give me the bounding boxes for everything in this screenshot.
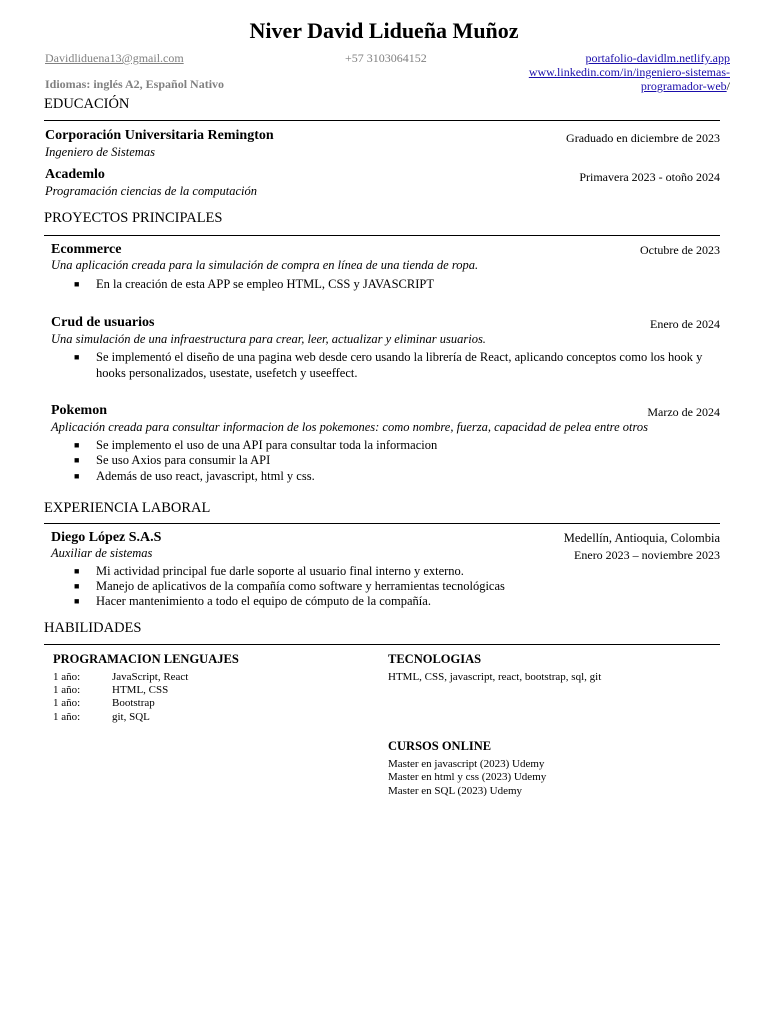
skills-tech-list: HTML, CSS, javascript, react, bootstrap, sql, git: [388, 671, 602, 683]
skills-tech-heading: TECNOLOGIAS: [388, 652, 482, 666]
project-description: Una simulación de una infraestructura para crear, leer, actualizar y eliminar usuarios.: [51, 332, 486, 346]
skill-name: Bootstrap: [112, 697, 155, 709]
project-date: Octubre de 2023: [640, 243, 720, 257]
education-date: Graduado en diciembre de 2023: [566, 131, 720, 145]
project-title: Crud de usuarios: [51, 315, 155, 330]
job-bullet: [74, 563, 716, 579]
education-institution: Corporación Universitaria Remington: [45, 128, 274, 143]
bullet-text: Mi actividad principal fue darle soporte al usuario final interno y externo.: [96, 564, 464, 578]
project-description: Una aplicación creada para la simulación de compra en línea de una tienda de ropa.: [51, 258, 479, 272]
bullet-text: Manejo de aplicativos de la compañía como software y herramientas tecnológicas: [96, 579, 505, 593]
courses-heading: CURSOS ONLINE: [388, 739, 492, 753]
course-item: Master en SQL (2023) Udemy: [388, 785, 523, 797]
project-bullet: [74, 452, 716, 468]
divider: [44, 644, 720, 645]
project-bullet: [74, 437, 716, 453]
candidate-name: Niver David Lidueña Muñoz: [249, 18, 519, 43]
bullet-text: En la creación de esta APP se empleo HTML, CSS y JAVASCRIPT: [96, 277, 434, 291]
education-degree: Programación ciencias de la computación: [45, 184, 257, 198]
education-institution: Academlo: [45, 167, 105, 182]
skill-name: JavaScript, React: [112, 671, 189, 683]
job-company: Diego López S.A.S: [51, 530, 162, 545]
job-date: Enero 2023 – noviembre 2023: [574, 548, 720, 562]
bullet-icon: ■: [74, 440, 80, 450]
languages-spoken: Idiomas: inglés A2, Español Nativo: [45, 77, 225, 91]
divider: [44, 120, 720, 121]
section-heading-projects: PROYECTOS PRINCIPALES: [44, 210, 223, 226]
email-link[interactable]: Davidliduena13@gmail.com: [45, 51, 184, 65]
course-item: Master en html y css (2023) Udemy: [388, 771, 547, 783]
course-item: Master en javascript (2023) Udemy: [388, 758, 545, 770]
section-heading-experience: EXPERIENCIA LABORAL: [44, 500, 211, 516]
project-bullet: [74, 349, 716, 381]
project-bullet: [74, 468, 716, 484]
bullet-icon: ■: [74, 581, 80, 591]
linkedin-line-2: programador-web: [640, 79, 727, 93]
job-role: Auxiliar de sistemas: [51, 546, 153, 560]
skill-name: git, SQL: [112, 711, 150, 723]
bullet-text: Además de uso react, javascript, html y css.: [96, 469, 315, 483]
project-title: Ecommerce: [51, 242, 122, 257]
bullet-icon: ■: [74, 596, 80, 606]
bullet-icon: ■: [74, 455, 80, 465]
linkedin-link[interactable]: [529, 65, 730, 93]
phone-number: +57 3103064152: [345, 51, 427, 65]
skill-years: 1 año:: [53, 684, 81, 696]
bullet-icon: ■: [74, 471, 80, 481]
bullet-text: Se implementó el diseño de una pagina web desde cero usando la librería de React, aplicando conceptos como los hook y hooks personalizados, usestate, usefetch y useeffect.: [96, 350, 703, 380]
bullet-icon: ■: [74, 352, 80, 362]
project-date: Marzo de 2024: [647, 405, 720, 419]
section-heading-skills: HABILIDADES: [44, 620, 142, 636]
project-bullet: [74, 276, 716, 292]
job-bullet: [74, 593, 716, 609]
job-location: Medellín, Antioquia, Colombia: [563, 531, 720, 545]
skill-years: 1 año:: [53, 671, 81, 683]
job-bullet: [74, 578, 716, 594]
linkedin-block: [529, 65, 730, 93]
project-date: Enero de 2024: [650, 317, 720, 331]
linkedin-line-1: www.linkedin.com/in/ingeniero-sistemas-: [528, 65, 730, 79]
divider: [44, 523, 720, 524]
education-degree: Ingeniero de Sistemas: [45, 145, 155, 159]
skill-name: HTML, CSS: [112, 684, 169, 696]
divider: [44, 235, 720, 236]
skill-years: 1 año:: [53, 711, 81, 723]
bullet-icon: ■: [74, 566, 80, 576]
bullet-text: Hacer mantenimiento a todo el equipo de cómputo de la compañía.: [96, 594, 431, 608]
project-title: Pokemon: [51, 403, 107, 418]
skill-years: 1 año:: [53, 697, 81, 709]
skills-languages-heading: PROGRAMACION LENGUAJES: [53, 652, 239, 666]
linkedin-slash: /: [726, 79, 730, 93]
education-date: Primavera 2023 - otoño 2024: [579, 170, 720, 184]
project-description: Aplicación creada para consultar informacion de los pokemones: como nombre, fuerza, capacidad de pelea entre otros: [51, 420, 648, 434]
portfolio-link[interactable]: portafolio-davidlm.netlify.app: [585, 51, 730, 65]
bullet-text: Se uso Axios para consumir la API: [96, 453, 271, 467]
section-heading-education: EDUCACIÓN: [44, 96, 130, 112]
bullet-text: Se implemento el uso de una API para consultar toda la informacion: [96, 438, 438, 452]
bullet-icon: ■: [74, 279, 80, 289]
